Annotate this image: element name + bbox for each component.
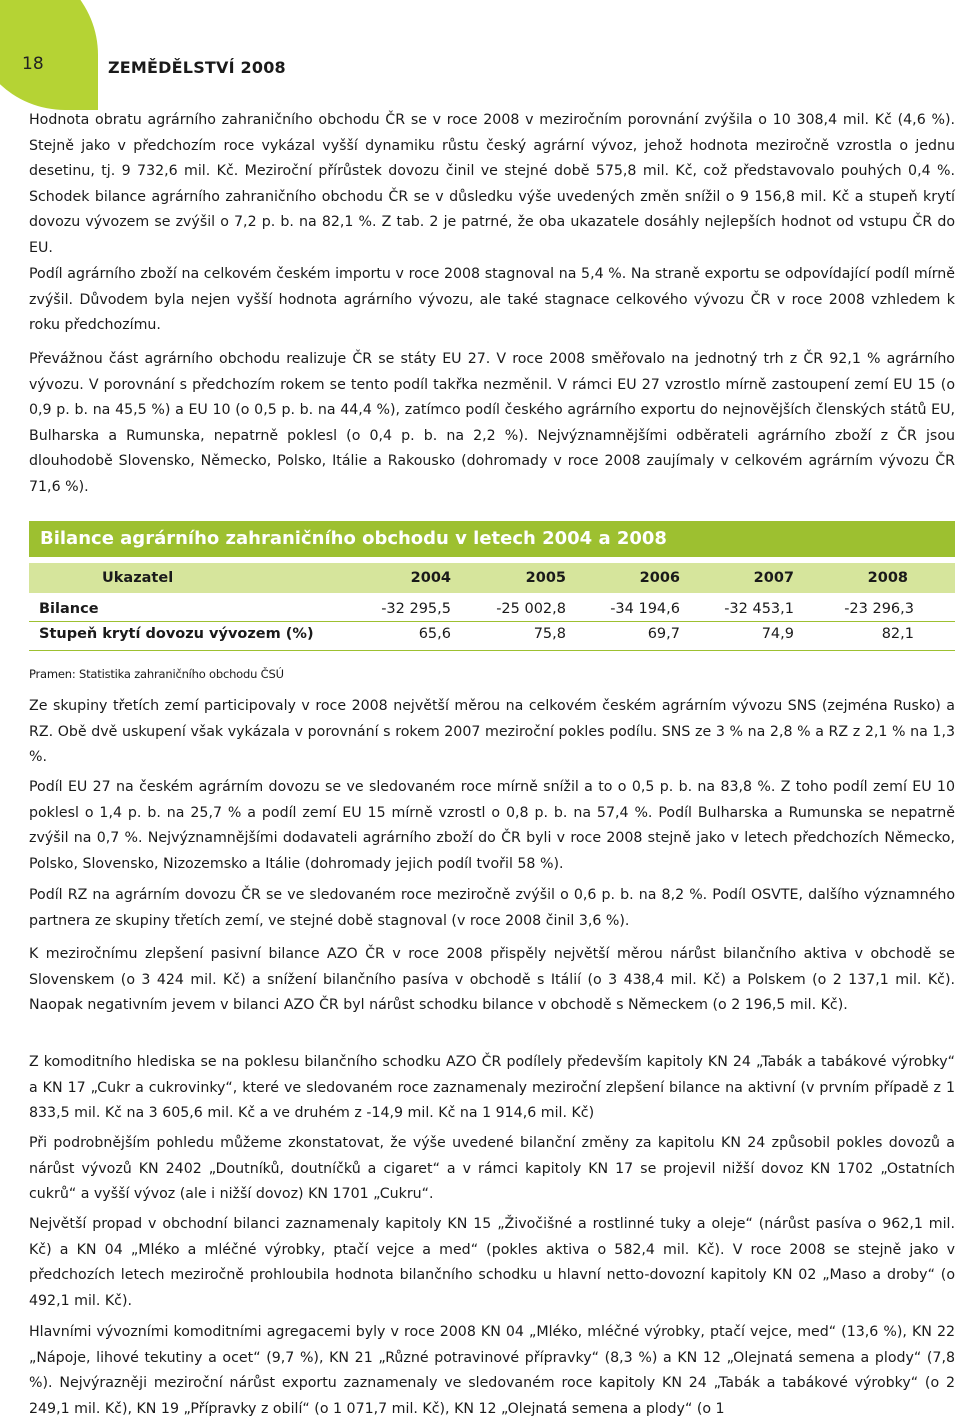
table-header-cell: 2005 — [525, 570, 566, 586]
table-cell: -23 296,3 — [844, 601, 914, 617]
table-header-cell: 2008 — [867, 570, 908, 586]
paragraph: Podíl agrárního zboží na celkovém českém importu v roce 2008 stagnoval na 5,4 %. Na straně exportu se odpovídající podíl mírně zvýšil. Důvodem byla nejen vyšší hodnota agrárního vývozu, ale také stagnace celkového vývozu ČR v roce 2008 vzhledem k roku předchozímu. — [29, 266, 955, 333]
table-cell: 74,9 — [761, 626, 794, 642]
paragraph: Největší propad v obchodní bilanci zaznamenaly kapitoly KN 15 „Živočišné a rostlinné tuky a oleje“ (nárůst pasíva o 962,1 mil. Kč) a KN 04 „Mléko a mléčné výrobky, ptačí vejce a med“ (pokles aktiva o 582,4 mil. Kč). V roce 2008 se stejně jako v předchozích letech meziročně prohloubila hodnota bilančního schodku u hlavní netto-dovozní kapitoly KN 02 „Maso a droby“ (o 492,1 mil. Kč). — [29, 1216, 955, 1309]
page-number: 18 — [22, 54, 44, 74]
table-bottom-rule — [29, 650, 955, 651]
table-header-cell: 2004 — [410, 570, 451, 586]
row-label: Stupeň krytí dovozu vývozem (%) — [39, 626, 314, 642]
row-label: Bilance — [39, 601, 99, 617]
paragraph: Podíl EU 27 na českém agrárním dovozu se ve sledovaném roce mírně snížil a to o 0,5 p. b. na 83,8 %. Z toho podíl zemí EU 10 poklesl o 1,4 p. b. na 25,7 % a podíl zemí EU 15 mírně vzrostl o 0,8 p. b. na 57,4 %. Podíl Bulharska a Rumunska se nepatrně zvýšil na 0,7 %. Nejvýznamnějšími dodavateli agrárního zboží do ČR byli v roce 2008 stejně jako v letech předchozích Německo, Polsko, Slovensko, Nizozemsko a Itálie (dohromady jejich podíl tvořil 58 %). — [29, 779, 955, 872]
table-row — [29, 597, 955, 622]
paragraph: Hodnota obratu agrárního zahraničního obchodu ČR se v roce 2008 v meziročním porovnání zvýšila o 10 308,4 mil. Kč (4,6 %). Stejně jako v předchozím roce vykázal vyšší dynamiku růstu český agrární vývoz, jehož hodnota meziročně vzrostla o jednu desetinu, tj. 9 732,6 mil. Kč. Meziroční přírůstek dovozu činil ve stejné době 575,8 mil. Kč, což představovalo pouhých 0,4 %. Schodek bilance agrárního zahraničního obchodu ČR se v důsledku výše uvedených změn snížil o 9 156,8 mil. Kč a stupeň krytí dovozu vývozem se zvýšil o 7,2 p. b. na 82,1 %. Z tab. 2 je patrné, že oba ukazatele dosáhly nejlepších hodnot od vstupu ČR do EU. — [29, 112, 955, 256]
table-header-cell: 2007 — [753, 570, 794, 586]
table-header-cell: 2006 — [639, 570, 680, 586]
paragraph: Hlavními vývozními komoditními agregacemi byly v roce 2008 KN 04 „Mléko, mléčné výrobky, ptačí vejce, med“ (13,6 %), KN 22 „Nápoje, lihové tekutiny a ocet“ (9,7 %), KN 21 „Různé potravinové přípravky“ (8,3 %) a KN 12 „Olejnatá semena a plody“ (7,8 %). Nejvýrazněji meziroční nárůst exportu zaznamenaly ve sledovaném roce kapitoly KN 24 „Tabák a tabákové výrobky“ (o 2 249,1 mil. Kč), KN 19 „Přípravky z obilí“ (o 1 071,7 mil. Kč), KN 12 „Olejnatá semena a plody“ (o 1 — [29, 1324, 955, 1417]
table-cell: -32 295,5 — [381, 601, 451, 617]
table-cell: 69,7 — [647, 626, 680, 642]
table-header-row — [29, 563, 955, 593]
table-header-cell: Ukazatel — [102, 570, 174, 586]
paragraph: Z komoditního hlediska se na poklesu bilančního schodku AZO ČR podílely především kapitoly KN 24 „Tabák a tabákové výrobky“ a KN 17 „Cukr a cukrovinky“, které ve sledovaném roce zaznamenaly meziroční zlepšení bilance na aktivní (v prvním případě z 1 833,5 mil. Kč na 3 605,6 mil. Kč a ve druhém z -14,9 mil. Kč na 1 914,6 mil. Kč) — [29, 1054, 955, 1121]
table-cell: 82,1 — [881, 626, 914, 642]
table-source-note: Pramen: Statistika zahraničního obchodu ČSÚ — [29, 667, 284, 681]
table-cell: -25 002,8 — [496, 601, 566, 617]
table-cell: 65,6 — [418, 626, 451, 642]
table-cell: 75,8 — [533, 626, 566, 642]
chapter-title: ZEMĚDĚLSTVÍ 2008 — [108, 58, 286, 77]
paragraph: Při podrobnějším pohledu můžeme zkonstatovat, že výše uvedené bilanční změny za kapitolu KN 24 způsobil pokles dovozů a nárůst vývozů KN 2402 „Doutníků, doutníčků a cigaret“ a v rámci kapitoly KN 17 se projevil nižší dovoz KN 1702 „Ostatních cukrů“ a vyšší vývoz (ale i nižší dovoz) KN 1701 „Cukru“. — [29, 1135, 955, 1202]
paragraph: Převážnou část agrárního obchodu realizuje ČR se státy EU 27. V roce 2008 směřovalo na jednotný trh z ČR 92,1 % agrárního vývozu. V porovnání s předchozím rokem se tento podíl takřka nezměnil. V rámci EU 27 vzrostlo mírně zastoupení zemí EU 15 (o 0,9 p. b. na 45,5 %) a EU 10 (o 0,5 p. b. na 44,4 %), zatímco podíl českého agrárního exportu do nejnovějších členských států EU, Bulharska a Rumunska, nepatrně poklesl (o 0,4 p. b. na 2,2 %). Nejvýznamnějšími odběrateli agrárního zboží z ČR jsou dlouhodobě Slovensko, Německo, Polsko, Itálie a Rakousko (dohromady v roce 2008 zaujímaly v celkovém agrárním vývozu ČR 71,6 %). — [29, 351, 955, 495]
page-corner-leaf — [0, 0, 98, 110]
table-cell: -32 453,1 — [724, 601, 794, 617]
paragraph: K meziročnímu zlepšení pasivní bilance AZO ČR v roce 2008 přispěly největší měrou nárůst bilančního aktiva v obchodě se Slovenskem (o 3 424 mil. Kč) a snížení bilančního pasíva v obchodě s Itálií (o 3 438,4 mil. Kč) a Polskem (o 2 137,1 mil. Kč). Naopak negativním jevem v bilanci AZO ČR byl nárůst schodku bilance v obchodě s Německem (o 2 196,5 mil. Kč). — [29, 946, 955, 1013]
paragraph: Ze skupiny třetích zemí participovaly v roce 2008 největší měrou na celkovém českém agrárním vývozu SNS (zejména Rusko) a RZ. Obě dvě uskupení však vykázala v porovnání s rokem 2007 meziroční pokles podílu. SNS ze 3 % na 2,8 % a RZ z 2,1 % na 1,3 %. — [29, 698, 955, 765]
paragraph: Podíl RZ na agrárním dovozu ČR se ve sledovaném roce meziročně zvýšil o 0,6 p. b. na 8,2 %. Podíl OSVTE, dalšího významného partnera ze skupiny třetích zemí, ve stejné době stagnoval (v roce 2008 činil 3,6 %). — [29, 887, 955, 929]
table-row — [29, 622, 955, 647]
table-title: Bilance agrárního zahraničního obchodu v letech 2004 a 2008 — [29, 521, 955, 557]
table-cell: -34 194,6 — [610, 601, 680, 617]
